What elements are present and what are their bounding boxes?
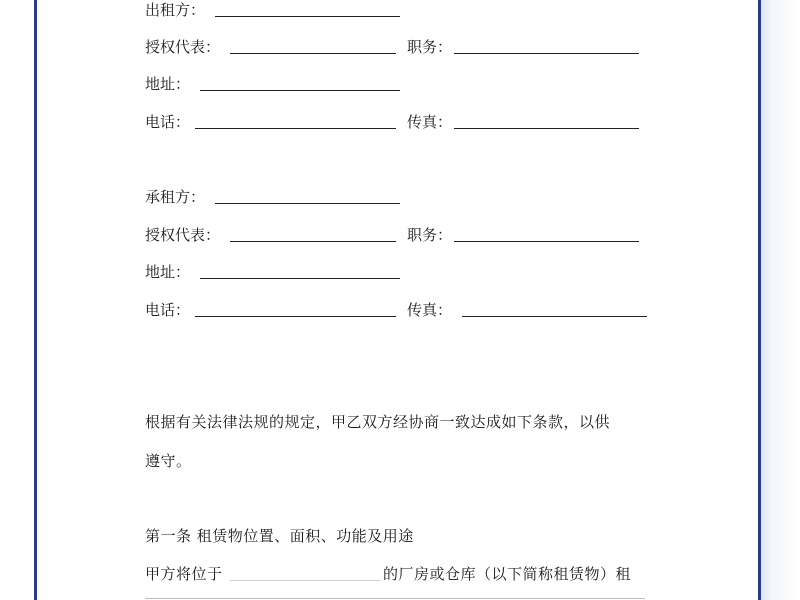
lessor-position-blank xyxy=(454,53,639,54)
lessor-fax-blank xyxy=(454,128,639,129)
article-1-heading: 第一条 租赁物位置、面积、功能及用途 xyxy=(145,527,414,545)
lessor-label: 出租方： xyxy=(145,1,206,19)
article-1-location-blank xyxy=(230,580,380,581)
lessee-phone-blank xyxy=(195,316,396,317)
lessor-address-label: 地址： xyxy=(145,75,191,93)
lessee-address-label: 地址： xyxy=(145,263,191,281)
document-page xyxy=(37,0,758,600)
lessee-fax-label: 传真： xyxy=(407,301,453,319)
lessor-rep-blank xyxy=(230,53,396,54)
lessor-address-blank xyxy=(200,90,400,91)
article-1-line-1-suffix: 的厂房或仓库（以下简称租赁物）租 xyxy=(383,565,632,583)
lessee-address-blank xyxy=(200,278,400,279)
article-1-line-1-prefix: 甲方将位于 xyxy=(145,565,223,583)
lessor-name-blank xyxy=(215,16,400,17)
article-1-line-2-partial xyxy=(145,598,645,599)
lessee-position-label: 职务： xyxy=(407,226,453,244)
lessor-rep-label: 授权代表： xyxy=(145,38,221,56)
lessee-name-blank xyxy=(215,203,400,204)
page-gutter xyxy=(761,0,800,600)
lessee-fax-blank xyxy=(462,316,647,317)
preamble-line-1: 根据有关法律法规的规定，甲乙双方经协商一致达成如下条款，以供 xyxy=(145,413,611,431)
lessee-rep-label: 授权代表： xyxy=(145,226,221,244)
lessor-phone-blank xyxy=(195,128,396,129)
preamble-line-2: 遵守。 xyxy=(145,452,192,470)
lessee-phone-label: 电话： xyxy=(145,301,191,319)
lessee-position-blank xyxy=(454,241,639,242)
lessor-fax-label: 传真： xyxy=(407,113,453,131)
lessee-label: 承租方： xyxy=(145,188,206,206)
lessor-position-label: 职务： xyxy=(407,38,453,56)
lessor-phone-label: 电话： xyxy=(145,113,191,131)
lessee-rep-blank xyxy=(230,241,396,242)
